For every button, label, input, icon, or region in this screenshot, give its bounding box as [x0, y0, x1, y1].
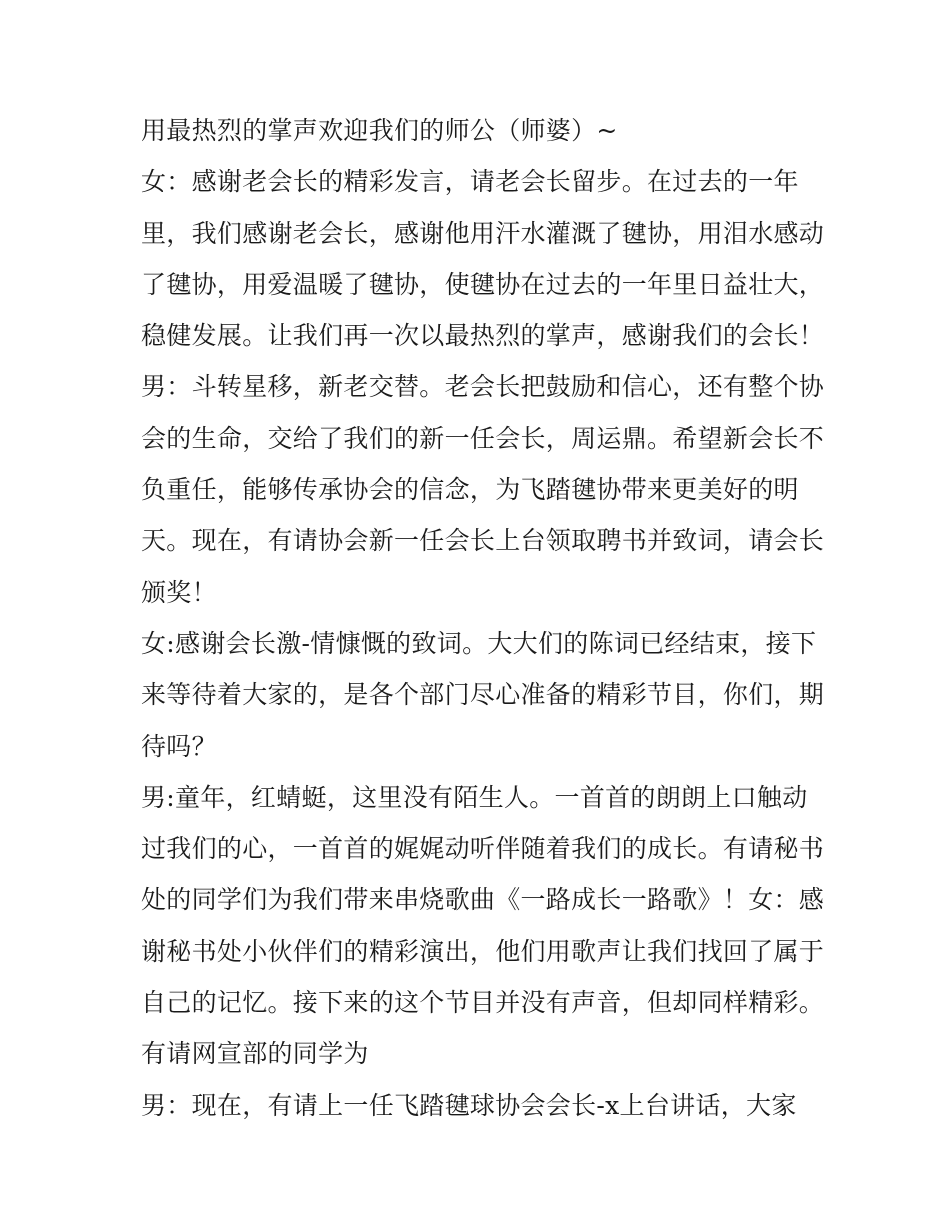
text-line: 颁奖！: [141, 577, 217, 607]
text-line: 稳健发展。让我们再一次以最热烈的掌声，感谢我们的会长！: [141, 321, 825, 351]
text-line: 来等待着大家的，是各个部门尽心准备的精彩节目，你们，期: [141, 680, 825, 710]
text-line: 待吗？: [141, 731, 217, 761]
text-line: 自己的记忆。接下来的这个节目并没有声音，但却同样精彩。: [141, 988, 825, 1018]
text-line: 女:感谢会长激-情慷慨的致词。大大们的陈词已经结束，接下: [141, 628, 817, 658]
text-line: 有请网宣部的同学为: [141, 1039, 369, 1069]
text-line: 里，我们感谢老会长，感谢他用汗水灌溉了毽协，用泪水感动: [141, 218, 825, 248]
text-line: 用最热烈的掌声欢迎我们的师公（师婆）~: [141, 116, 618, 145]
text-line: 负重任，能够传承协会的信念，为飞踏毽协带来更美好的明: [141, 475, 799, 505]
text-line: 谢秘书处小伙伴们的精彩演出，他们用歌声让我们找回了属于: [141, 936, 825, 966]
text-line: 男:童年，红蜻蜓，这里没有陌生人。一首首的朗朗上口触动: [141, 782, 808, 812]
text-line: 处的同学们为我们带来串烧歌曲《一路成长一路歌》！女：感: [141, 885, 825, 915]
text-line: 了毽协，用爱温暖了毽协，使毽协在过去的一年里日益壮大，: [141, 269, 825, 299]
text-line: 男：斗转星移，新老交替。老会长把鼓励和信心，还有整个协: [141, 372, 825, 402]
text-line: 天。现在，有请协会新一任会长上台领取聘书并致词，请会长: [141, 526, 825, 556]
text-line: 过我们的心，一首首的娓娓动听伴随着我们的成长。有请秘书: [141, 834, 825, 864]
text-line: 男：现在，有请上一任飞踏毽球协会会长-x上台讲话，大家: [141, 1090, 797, 1120]
text-line: 女：感谢老会长的精彩发言，请老会长留步。在过去的一年: [141, 167, 799, 197]
document-body: [141, 108, 825, 1134]
text-line: 会的生命，交给了我们的新一任会长，周运鼎。希望新会长不: [141, 423, 825, 453]
